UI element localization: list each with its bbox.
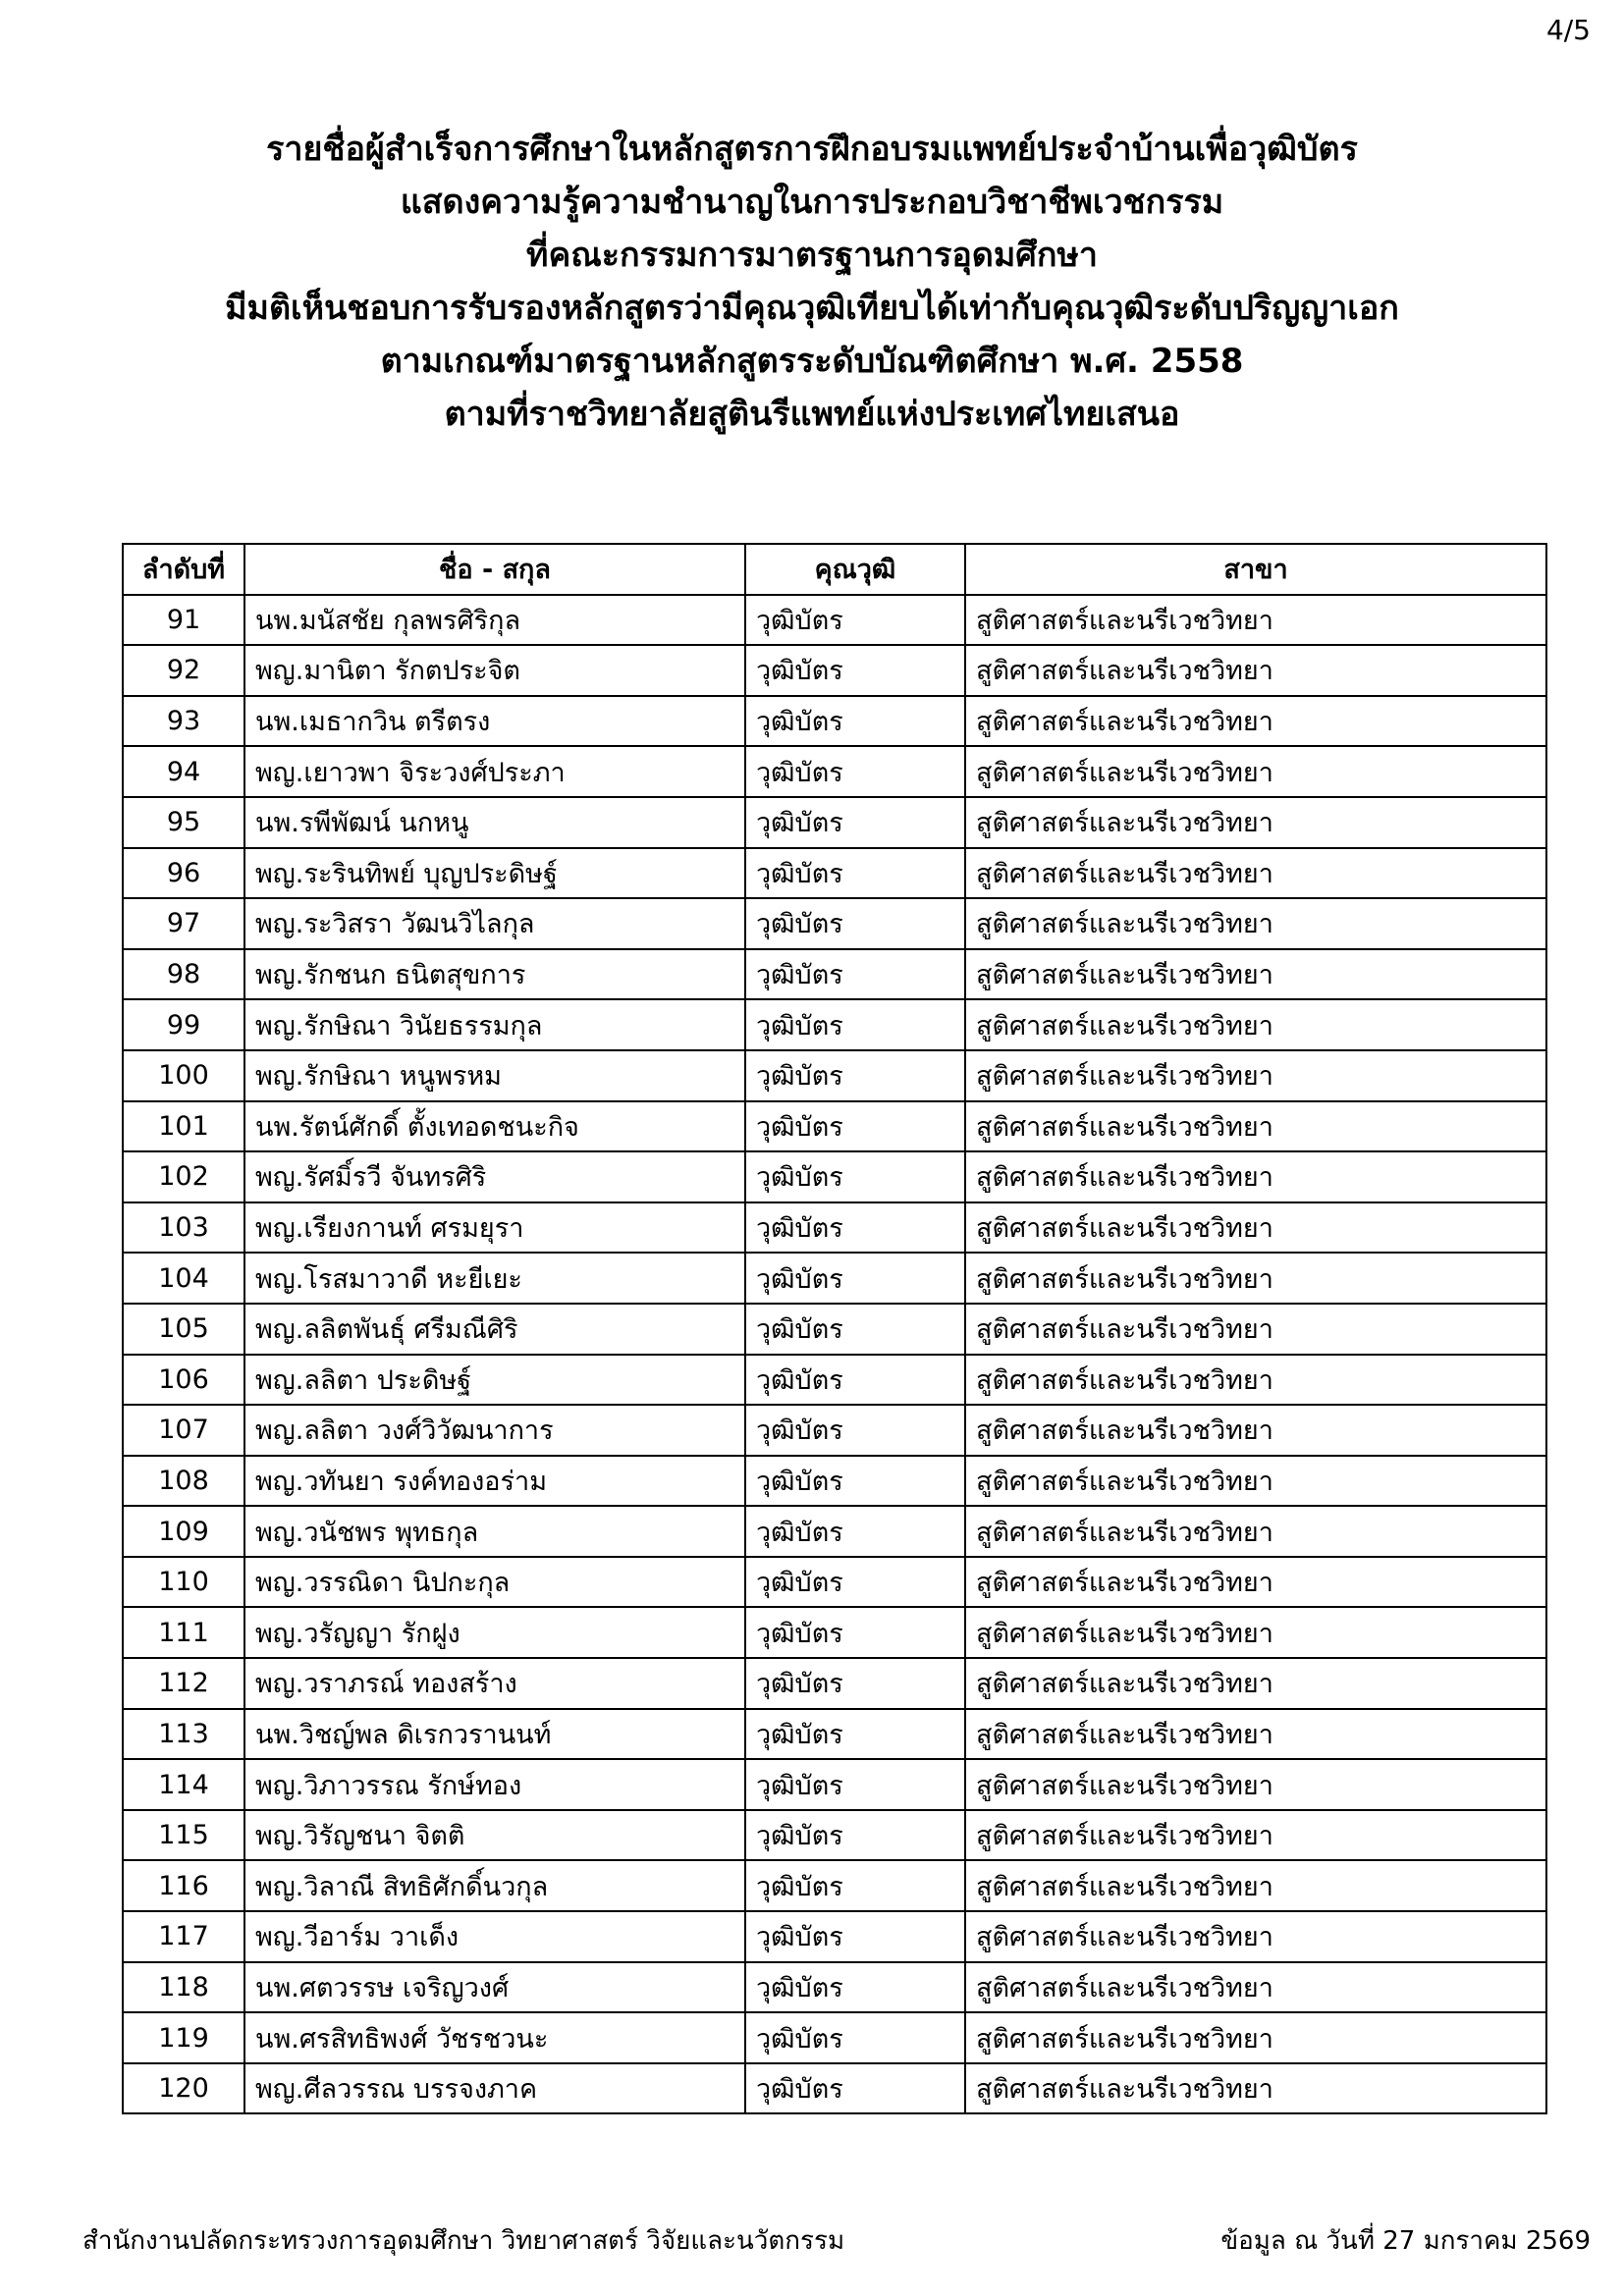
row-name: พญ.ระรินทิพย์ บุญประดิษฐ์ — [244, 848, 745, 899]
row-qualification: วุฒิบัตร — [745, 1860, 965, 1911]
header-qualification: คุณวุฒิ — [745, 544, 965, 595]
table-row — [123, 2063, 1546, 2114]
title-line-5: ตามเกณฑ์มาตรฐานหลักสูตรระดับบัณฑิตศึกษา พ.ศ. 2558 — [380, 342, 1244, 381]
row-name: พญ.เยาวพา จิระวงศ์ประภา — [244, 746, 745, 797]
row-number: 107 — [123, 1405, 244, 1456]
row-number: 99 — [123, 999, 244, 1050]
row-qualification: วุฒิบัตร — [745, 1050, 965, 1101]
title-line-4: มีมติเห็นชอบการรับรองหลักสูตรว่ามีคุณวุฒิเทียบได้เท่ากับคุณวุฒิระดับปริญญาเอก — [225, 289, 1399, 328]
row-number: 100 — [123, 1050, 244, 1101]
row-field: สูติศาสตร์และนรีเวชวิทยา — [965, 1304, 1546, 1355]
row-name: พญ.รักษิณา วินัยธรรมกุล — [244, 999, 745, 1050]
row-number: 94 — [123, 746, 244, 797]
row-qualification: วุฒิบัตร — [745, 797, 965, 848]
row-name: นพ.วิชญ์พล ดิเรกวรานนท์ — [244, 1709, 745, 1760]
table-row — [123, 1607, 1546, 1658]
row-qualification: วุฒิบัตร — [745, 2063, 965, 2114]
row-name: พญ.รักชนก ธนิตสุขการ — [244, 949, 745, 1000]
row-name: พญ.วรรณิดา นิปกะกุล — [244, 1557, 745, 1608]
row-field: สูติศาสตร์และนรีเวชวิทยา — [965, 1050, 1546, 1101]
row-name: พญ.วิรัญชนา จิตติ — [244, 1810, 745, 1861]
row-number: 101 — [123, 1101, 244, 1152]
row-field: สูติศาสตร์และนรีเวชวิทยา — [965, 848, 1546, 899]
row-number: 115 — [123, 1810, 244, 1861]
row-number: 117 — [123, 1911, 244, 1962]
row-number: 98 — [123, 949, 244, 1000]
row-qualification: วุฒิบัตร — [745, 1810, 965, 1861]
row-field: สูติศาสตร์และนรีเวชวิทยา — [965, 1759, 1546, 1810]
row-number: 109 — [123, 1506, 244, 1557]
row-field: สูติศาสตร์และนรีเวชวิทยา — [965, 1810, 1546, 1861]
row-number: 111 — [123, 1607, 244, 1658]
row-field: สูติศาสตร์และนรีเวชวิทยา — [965, 746, 1546, 797]
row-name: นพ.เมธากวิน ตรีตรง — [244, 696, 745, 747]
row-field: สูติศาสตร์และนรีเวชวิทยา — [965, 2063, 1546, 2114]
row-qualification: วุฒิบัตร — [745, 1456, 965, 1507]
row-field: สูติศาสตร์และนรีเวชวิทยา — [965, 797, 1546, 848]
row-name: นพ.รพีพัฒน์ นกหนู — [244, 797, 745, 848]
row-number: 106 — [123, 1355, 244, 1406]
row-number: 102 — [123, 1151, 244, 1202]
row-name: พญ.มานิตา รักตประจิต — [244, 645, 745, 696]
title-line-2: แสดงความรู้ความชำนาญในการประกอบวิชาชีพเวชกรรม — [400, 183, 1224, 222]
row-field: สูติศาสตร์และนรีเวชวิทยา — [965, 1658, 1546, 1709]
row-qualification: วุฒิบัตร — [745, 696, 965, 747]
row-number: 112 — [123, 1658, 244, 1709]
row-field: สูติศาสตร์และนรีเวชวิทยา — [965, 1456, 1546, 1507]
row-field: สูติศาสตร์และนรีเวชวิทยา — [965, 898, 1546, 949]
row-field: สูติศาสตร์และนรีเวชวิทยา — [965, 1607, 1546, 1658]
row-qualification: วุฒิบัตร — [745, 1253, 965, 1304]
table-row — [123, 1506, 1546, 1557]
row-field: สูติศาสตร์และนรีเวชวิทยา — [965, 1405, 1546, 1456]
row-name: พญ.วราภรณ์ ทองสร้าง — [244, 1658, 745, 1709]
row-number: 110 — [123, 1557, 244, 1608]
row-qualification: วุฒิบัตร — [745, 1202, 965, 1254]
row-name: พญ.วทันยา รงค์ทองอร่าม — [244, 1456, 745, 1507]
row-qualification: วุฒิบัตร — [745, 1506, 965, 1557]
row-name: พญ.โรสมาวาดี หะยีเยะ — [244, 1253, 745, 1304]
page-number: 4/5 — [1545, 14, 1591, 46]
table-row — [123, 1202, 1546, 1254]
title-line-6: ตามที่ราชวิทยาลัยสูตินรีแพทย์แห่งประเทศไทยเสนอ — [444, 395, 1180, 434]
row-field: สูติศาสตร์และนรีเวชวิทยา — [965, 645, 1546, 696]
header-name: ชื่อ - สกุล — [244, 544, 745, 595]
row-name: นพ.มนัสชัย กุลพรศิริกุล — [244, 595, 745, 646]
table-row — [123, 1456, 1546, 1507]
row-field: สูติศาสตร์และนรีเวชวิทยา — [965, 1911, 1546, 1962]
row-number: 105 — [123, 1304, 244, 1355]
row-name: พญ.ลลิตพันธุ์ ศรีมณีศิริ — [244, 1304, 745, 1355]
table-row — [123, 1759, 1546, 1810]
document-title — [0, 123, 1624, 441]
row-field: สูติศาสตร์และนรีเวชวิทยา — [965, 595, 1546, 646]
row-name: พญ.วรัญญา รักฝูง — [244, 1607, 745, 1658]
row-qualification: วุฒิบัตร — [745, 1658, 965, 1709]
table-row — [123, 898, 1546, 949]
table-row — [123, 595, 1546, 646]
row-qualification: วุฒิบัตร — [745, 2012, 965, 2063]
row-name: พญ.วิลาณี สิทธิศักดิ์นวกุล — [244, 1860, 745, 1911]
row-number: 118 — [123, 1962, 244, 2013]
table-row — [123, 1962, 1546, 2013]
footer-date: ข้อมูล ณ วันที่ 27 มกราคม 2569 — [1220, 2226, 1591, 2256]
table-row — [123, 1151, 1546, 1202]
row-field: สูติศาสตร์และนรีเวชวิทยา — [965, 949, 1546, 1000]
table-row — [123, 746, 1546, 797]
row-qualification: วุฒิบัตร — [745, 1405, 965, 1456]
row-qualification: วุฒิบัตร — [745, 1101, 965, 1152]
row-number: 91 — [123, 595, 244, 646]
row-field: สูติศาสตร์และนรีเวชวิทยา — [965, 1202, 1546, 1254]
row-name: พญ.เรียงกานท์ ศรมยุรา — [244, 1202, 745, 1254]
row-field: สูติศาสตร์และนรีเวชวิทยา — [965, 696, 1546, 747]
row-qualification: วุฒิบัตร — [745, 595, 965, 646]
row-field: สูติศาสตร์และนรีเวชวิทยา — [965, 1253, 1546, 1304]
row-number: 113 — [123, 1709, 244, 1760]
table-row — [123, 1101, 1546, 1152]
row-qualification: วุฒิบัตร — [745, 848, 965, 899]
row-name: นพ.รัตน์ศักดิ์ ตั้งเทอดชนะกิจ — [244, 1101, 745, 1152]
row-qualification: วุฒิบัตร — [745, 1709, 965, 1760]
table-row — [123, 1860, 1546, 1911]
header-field: สาขา — [965, 544, 1546, 595]
row-number: 96 — [123, 848, 244, 899]
row-number: 95 — [123, 797, 244, 848]
table-row — [123, 1355, 1546, 1406]
row-number: 92 — [123, 645, 244, 696]
row-number: 116 — [123, 1860, 244, 1911]
row-field: สูติศาสตร์และนรีเวชวิทยา — [965, 1101, 1546, 1152]
row-number: 104 — [123, 1253, 244, 1304]
table-header-row — [123, 544, 1546, 595]
header-order: ลำดับที่ — [123, 544, 244, 595]
row-qualification: วุฒิบัตร — [745, 898, 965, 949]
table-row — [123, 1810, 1546, 1861]
title-line-1: รายชื่อผู้สำเร็จการศึกษาในหลักสูตรการฝึกอบรมแพทย์ประจำบ้านเพื่อวุฒิบัตร — [266, 130, 1358, 169]
table-row — [123, 999, 1546, 1050]
table-row — [123, 1050, 1546, 1101]
table-row — [123, 797, 1546, 848]
row-name: นพ.ศรสิทธิพงศ์ วัชรชวนะ — [244, 2012, 745, 2063]
table-row — [123, 1911, 1546, 1962]
row-name: พญ.ศีลวรรณ บรรจงภาค — [244, 2063, 745, 2114]
row-number: 120 — [123, 2063, 244, 2114]
row-field: สูติศาสตร์และนรีเวชวิทยา — [965, 1557, 1546, 1608]
row-number: 97 — [123, 898, 244, 949]
row-number: 119 — [123, 2012, 244, 2063]
row-qualification: วุฒิบัตร — [745, 1304, 965, 1355]
table-row — [123, 1658, 1546, 1709]
table-row — [123, 949, 1546, 1000]
table-row — [123, 1253, 1546, 1304]
graduates-table — [122, 543, 1547, 2114]
row-field: สูติศาสตร์และนรีเวชวิทยา — [965, 1506, 1546, 1557]
footer-agency: สำนักงานปลัดกระทรวงการอุดมศึกษา วิทยาศาสตร์ วิจัยและนวัตกรรม — [82, 2226, 845, 2256]
row-qualification: วุฒิบัตร — [745, 1911, 965, 1962]
row-number: 103 — [123, 1202, 244, 1254]
row-field: สูติศาสตร์และนรีเวชวิทยา — [965, 1709, 1546, 1760]
table-row — [123, 848, 1546, 899]
row-number: 114 — [123, 1759, 244, 1810]
row-name: พญ.วีอาร์ม วาเด็ง — [244, 1911, 745, 1962]
row-name: พญ.รัศมิ์รวี จันทรศิริ — [244, 1151, 745, 1202]
table-row — [123, 696, 1546, 747]
row-name: พญ.วิภาวรรณ รักษ์ทอง — [244, 1759, 745, 1810]
row-field: สูติศาสตร์และนรีเวชวิทยา — [965, 1355, 1546, 1406]
row-qualification: วุฒิบัตร — [745, 746, 965, 797]
row-name: พญ.ลลิตา วงศ์วิวัฒนาการ — [244, 1405, 745, 1456]
row-name: พญ.ระวิสรา วัฒนวิไลกุล — [244, 898, 745, 949]
row-field: สูติศาสตร์และนรีเวชวิทยา — [965, 999, 1546, 1050]
table-body — [123, 595, 1546, 2114]
row-qualification: วุฒิบัตร — [745, 949, 965, 1000]
row-name: พญ.รักษิณา หนูพรหม — [244, 1050, 745, 1101]
table-row — [123, 2012, 1546, 2063]
row-field: สูติศาสตร์และนรีเวชวิทยา — [965, 1962, 1546, 2013]
row-number: 108 — [123, 1456, 244, 1507]
row-name: พญ.ลลิตา ประดิษฐ์ — [244, 1355, 745, 1406]
row-qualification: วุฒิบัตร — [745, 645, 965, 696]
row-field: สูติศาสตร์และนรีเวชวิทยา — [965, 1151, 1546, 1202]
row-field: สูติศาสตร์และนรีเวชวิทยา — [965, 1860, 1546, 1911]
table-row — [123, 1557, 1546, 1608]
row-number: 93 — [123, 696, 244, 747]
row-qualification: วุฒิบัตร — [745, 1962, 965, 2013]
row-qualification: วุฒิบัตร — [745, 999, 965, 1050]
row-qualification: วุฒิบัตร — [745, 1759, 965, 1810]
table-row — [123, 1405, 1546, 1456]
row-name: นพ.ศตวรรษ เจริญวงศ์ — [244, 1962, 745, 2013]
row-qualification: วุฒิบัตร — [745, 1557, 965, 1608]
row-qualification: วุฒิบัตร — [745, 1355, 965, 1406]
row-field: สูติศาสตร์และนรีเวชวิทยา — [965, 2012, 1546, 2063]
table-row — [123, 645, 1546, 696]
title-line-3: ที่คณะกรรมการมาตรฐานการอุดมศึกษา — [526, 236, 1098, 275]
row-name: พญ.วนัชพร พุทธกุล — [244, 1506, 745, 1557]
row-qualification: วุฒิบัตร — [745, 1607, 965, 1658]
table-row — [123, 1709, 1546, 1760]
table-row — [123, 1304, 1546, 1355]
row-qualification: วุฒิบัตร — [745, 1151, 965, 1202]
